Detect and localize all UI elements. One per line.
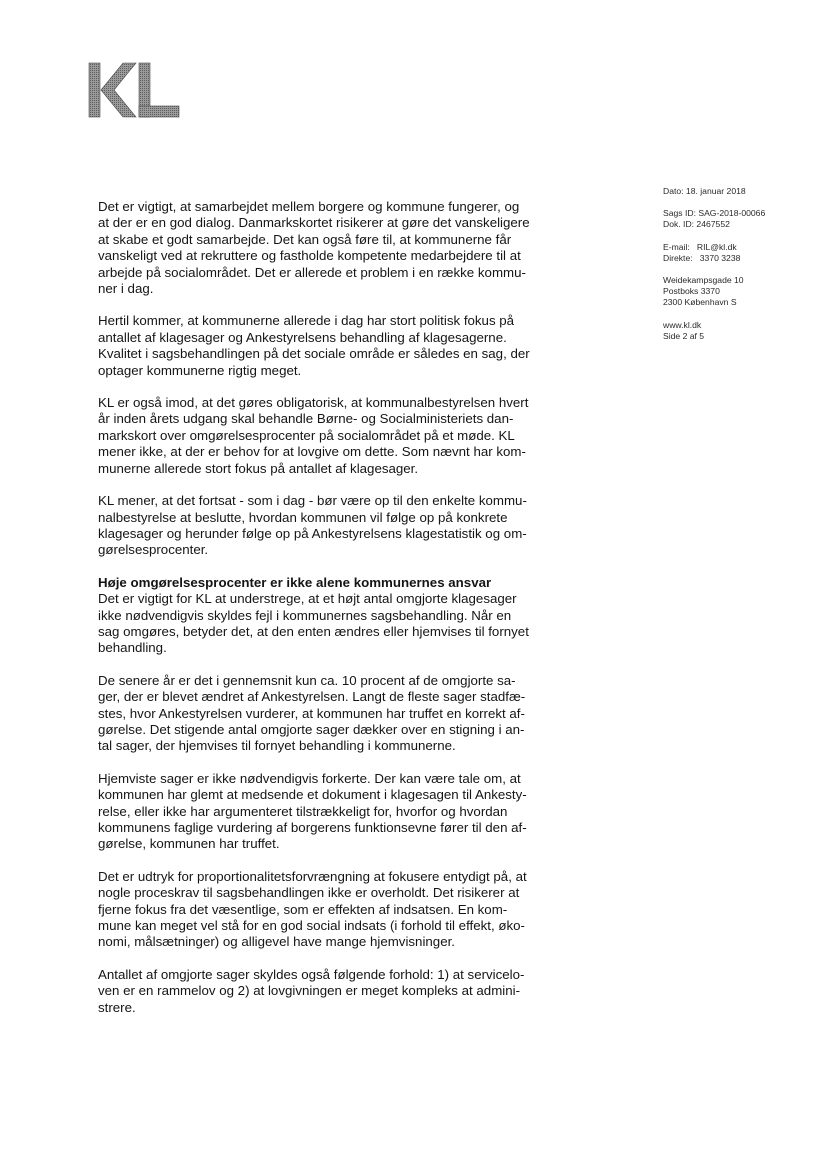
contact-email: E-mail: RIL@kl.dk <box>663 241 737 252</box>
paragraph: Hertil kommer, at kommunerne allerede i dag har stort politisk fokus på antallet af klagesager og Ankestyrelsens behandling af klagesagerne. Kvalitet i sagsbehandlingen på det sociale område er således en sag, der optager kommunerne rigtig meget. <box>98 313 530 378</box>
web-block <box>663 320 813 342</box>
contact-block <box>663 242 813 264</box>
section-heading: Høje omgørelsesprocenter er ikke alene kommunernes ansvar <box>98 574 492 590</box>
letter-meta-sidebar <box>663 186 813 353</box>
paragraph: Det er vigtigt, at samarbejdet mellem borgere og kommune fungerer, og at der er en god dialog. Danmarkskortet risikerer at gøre det vanskeligere at skabe et godt samarbejde. Det kan også føre til, at kommunerne får vanskeligt ved at rekruttere og fastholde kompetente medarbejdere til at arbejde på socialområdet. Det er allerede et problem i en række kommu- ner i dag. <box>98 199 530 297</box>
paragraph: Hjemviste sager er ikke nødvendigvis forkerte. Der kan være tale om, at kommunen har glemt at medsende et dokument i klagesagen til Ankesty- relse, eller ikke har argumenteret tilstrækkeligt for, hvorfor og hvordan kommunens faglige vurdering af borgerens funktionsevne fører til den af- gørelse, kommunen har truffet. <box>98 770 527 852</box>
address-line: Postboks 3370 <box>663 286 720 297</box>
kl-logo <box>88 62 180 118</box>
website: www.kl.dk <box>663 319 702 330</box>
paragraph: De senere år er det i gennemsnit kun ca. 10 procent af de omgjorte sa- ger, der er blevet ændret af Ankestyrelsen. Langt de fleste sager stadfæ- stes, hvor Ankestyrelsen vurderer, at kommunen har truffet en korrekt af- gørelse. Det stigende antal omgjorte sager dækker over en stigning i an- tal sager, der hjemvises til fornyet behandling i kommunerne. <box>98 672 526 754</box>
paragraph: KL mener, at det fortsat - som i dag - bør være op til den enkelte kommu- nalbestyrelse at beslutte, hvordan kommunen vil følge op på konkrete klagesager og herunder følge op på Ankestyrelsens klagestatistik og om- gørelsesprocenter. <box>98 493 527 558</box>
paragraph: Antallet af omgjorte sager skyldes også følgende forhold: 1) at servicelo- ven er en rammelov og 2) at lovgivningen er meget kompleks at admini- strere. <box>98 966 525 1015</box>
letter-body <box>98 199 556 1032</box>
paragraph: KL er også imod, at det gøres obligatorisk, at kommunalbestyrelsen hvert år inden årets udgang skal behandle Børne- og Socialministeriets dan- markskort over omgørelsesprocenter på socialområdet på et møde. KL mener ikke, at der er behov for at lovgive om dette. Som nævnt har kom- munerne allerede stort fokus på antallet af klagesager. <box>98 395 529 476</box>
address-line: Weidekampsgade 10 <box>663 275 744 286</box>
reference-block <box>663 208 813 230</box>
case-id: Sags ID: SAG-2018-00066 <box>663 208 766 219</box>
page-number: Side 2 af 5 <box>663 330 705 341</box>
address-block <box>663 275 813 309</box>
paragraph: Det er udtryk for proportionalitetsforvrængning at fokusere entydigt på, at nogle proceskrav til sagsbehandlingen ikke er overholdt. Det risikerer at fjerne fokus fra det væsentlige, som er effekten af indsatsen. En kom- mune kan meget vel stå for en god social indsats (i forhold til effekt, øko- nomi, målsætninger) og alligevel have mange hjemvisninger. <box>98 868 527 950</box>
contact-phone: Direkte: 3370 3238 <box>663 252 741 263</box>
address-line: 2300 København S <box>663 297 737 308</box>
paragraph: Det er vigtigt for KL at understrege, at et højt antal omgjorte klagesager ikke nødvendigvis skyldes fejl i kommunernes sagsbehandling. Når en sag omgøres, betyder det, at den enten ændres eller hjemvises til fornyet behandling. <box>98 591 529 656</box>
letter-date: Dato: 18. januar 2018 <box>663 186 746 196</box>
date-block <box>663 186 813 197</box>
document-id: Dok. ID: 2467552 <box>663 219 730 230</box>
section <box>98 575 556 657</box>
